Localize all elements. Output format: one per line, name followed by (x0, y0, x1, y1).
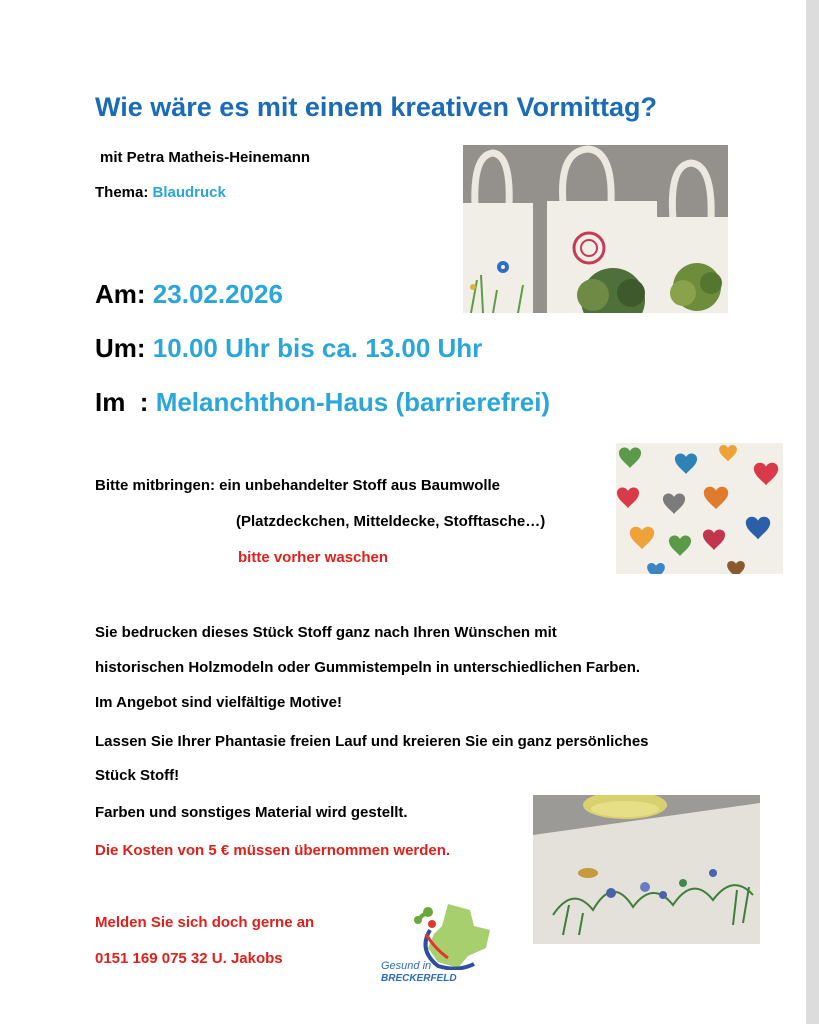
description-line: Im Angebot sind vielfältige Motive! (95, 694, 342, 711)
topic-line (95, 184, 226, 201)
description-line: Sie bedrucken dieses Stück Stoff ganz nach Ihren Wünschen mit (95, 624, 557, 641)
topic-value: Blaudruck (152, 184, 226, 201)
contact-phone: 0151 169 075 32 U. Jakobs (95, 950, 283, 967)
time-value: 10.00 Uhr bis ca. 13.00 Uhr (152, 333, 483, 363)
topic-label: Thema: (95, 184, 149, 201)
place-line (95, 387, 550, 418)
logo-text-line1: Gesund in (381, 960, 432, 972)
table-runner-photo (533, 795, 760, 944)
bring-line: Bitte mitbringen: ein unbehandelter Stoff aus Baumwolle (95, 477, 501, 494)
contact-line: Melden Sie sich doch gerne an (95, 914, 315, 931)
logo-text-line2: BRECKERFELD (381, 973, 457, 984)
time-line (95, 333, 482, 364)
bring-examples: (Platzdeckchen, Mitteldecke, Stofftasche…) (236, 513, 546, 530)
description-line: Farben und sonstiges Material wird gestellt. (95, 804, 408, 821)
host-line: mit Petra Matheis-Heinemann (100, 149, 311, 166)
tote-bags-photo (463, 145, 728, 313)
time-label: Um: (95, 333, 146, 363)
date-line (95, 279, 283, 310)
place-value: Melanchthon-Haus (barrierefrei) (155, 387, 551, 417)
description-line: Lassen Sie Ihrer Phantasie freien Lauf und kreieren Sie ein ganz persönliches (95, 733, 649, 750)
gesund-logo (378, 900, 498, 985)
place-label: Im : (95, 387, 149, 417)
date-label: Am: (95, 279, 146, 309)
date-value: 23.02.2026 (152, 279, 283, 309)
page-edge (806, 0, 819, 1024)
cost-note: Die Kosten von 5 € müssen übernommen werden. (95, 842, 451, 859)
flyer-title: Wie wäre es mit einem kreativen Vormittag? (95, 92, 657, 122)
description-line: Stück Stoff! (95, 767, 180, 784)
description-line: historischen Holzmodeln oder Gummistempeln in unterschiedlichen Farben. (95, 659, 641, 676)
wash-note: bitte vorher waschen (238, 549, 389, 566)
hearts-fabric-photo (616, 443, 783, 574)
